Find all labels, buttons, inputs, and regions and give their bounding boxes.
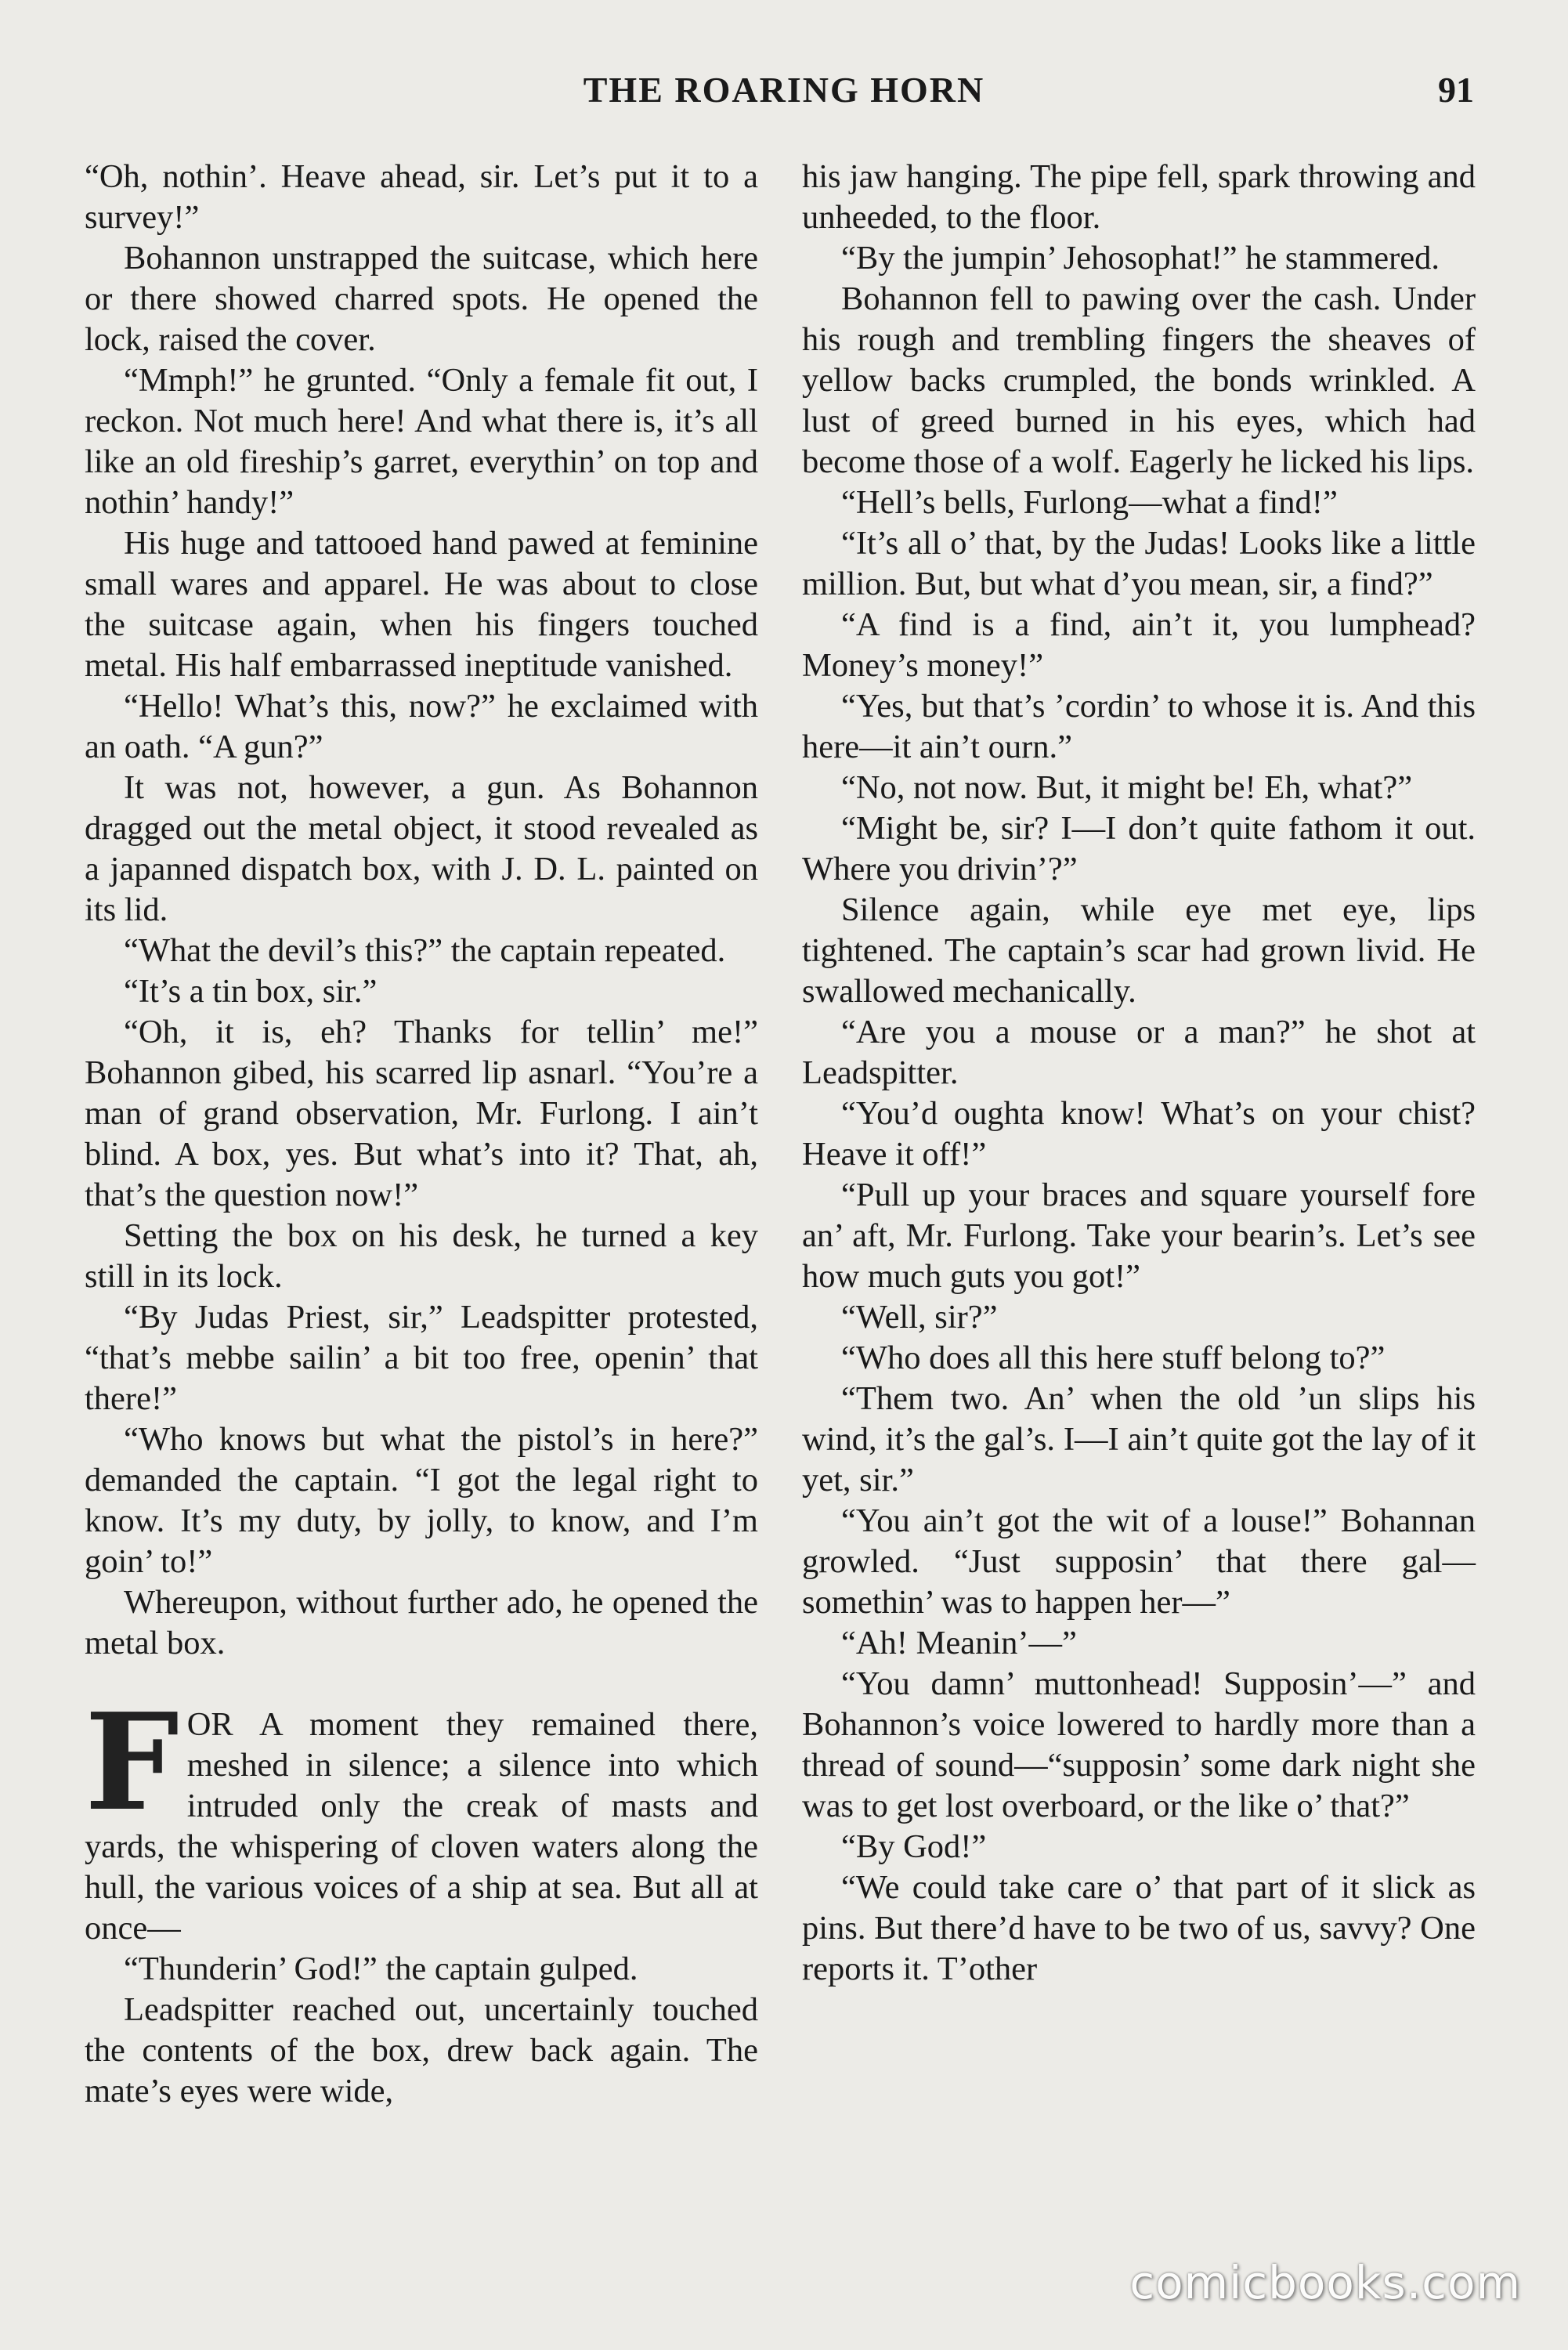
paragraph: “Thunderin’ God!” the captain gulped. xyxy=(124,1950,638,1987)
paragraph: “Pull up your braces and square yourself fore an’ aft, Mr. Furlong. Take your bearin’s. Let’s see how much guts you got!” xyxy=(802,1177,1476,1295)
paragraph: “Yes, but that’s ’cordin’ to whose it is. And this here—it ain’t ourn.” xyxy=(802,688,1476,765)
section-break xyxy=(85,1664,758,1705)
paragraph: “No, not now. But, it might be! Eh, what?” xyxy=(841,769,1413,806)
paragraph: “Might be, sir? I—I don’t quite fathom it out. Where you drivin’?” xyxy=(802,810,1476,888)
left-column xyxy=(85,157,758,2112)
paragraph: “Who does all this here stuff belong to?” xyxy=(841,1340,1386,1376)
paragraph: “You ain’t got the wit of a louse!” Bohannan growled. “Just supposin’ that there gal—somethin’ was to happen her—” xyxy=(802,1502,1476,1621)
paragraph: “Ah! Meanin’—” xyxy=(841,1625,1077,1661)
paragraph: “Hello! What’s this, now?” he exclaimed with an oath. “A gun?” xyxy=(85,688,758,765)
paragraph: “It’s a tin box, sir.” xyxy=(124,973,378,1010)
page-header xyxy=(0,69,1568,116)
paragraph: “You damn’ muttonhead! Supposin’—” and Bohannon’s voice lowered to hardly more than a thread of sound—“supposin’ some dark night she was to get lost overboard, or the like o’ that?” xyxy=(802,1665,1476,1824)
paragraph: Bohannon fell to pawing over the cash. Under his rough and trembling fingers the sheaves of yellow backs crumpled, the bonds wrinkled. A lust of greed burned in his eyes, which had become those of a wolf. Eagerly he licked his lips. xyxy=(802,280,1476,480)
page-number: 91 xyxy=(1438,70,1474,110)
paragraph: “It’s all o’ that, by the Judas! Looks like a little million. But, but what d’you mean, sir, a find?” xyxy=(802,525,1476,602)
paragraph: “We could take care o’ that part of it slick as pins. But there’d have to be two of us, savvy? One reports it. T’other xyxy=(802,1869,1476,1987)
right-column xyxy=(802,157,1476,1990)
paragraph: “By God!” xyxy=(841,1828,987,1865)
paragraph: Leadspitter reached out, uncertainly touched the contents of the box, drew back again. The mate’s eyes were wide, xyxy=(85,1991,758,2110)
paragraph: “A find is a find, ain’t it, you lumphead? Money’s money!” xyxy=(802,606,1476,684)
paragraph: Bohannon unstrapped the suitcase, which here or there showed charred spots. He opened the lock, raised the cover. xyxy=(85,240,758,358)
paragraph: “Them two. An’ when the old ’un slips his wind, it’s the gal’s. I—I ain’t quite got the lay of it yet, sir.” xyxy=(802,1380,1476,1499)
paragraph: “Hell’s bells, Furlong—what a find!” xyxy=(841,484,1338,521)
paragraph: his jaw hanging. The pipe fell, spark throwing and unheeded, to the floor. xyxy=(802,158,1476,236)
paragraph: “You’d oughta know! What’s on your chist? Heave it off!” xyxy=(802,1095,1476,1173)
site-watermark: comicbooks.com xyxy=(1129,2256,1521,2309)
paragraph: “Are you a mouse or a man?” he shot at Leadspitter. xyxy=(802,1014,1476,1091)
paragraph: “Who knows but what the pistol’s in here?” demanded the captain. “I got the legal right to know. It’s my duty, by jolly, to know, and I’m goin’ to!” xyxy=(85,1421,758,1580)
paragraph: “By Judas Priest, sir,” Leadspitter protested, “that’s mebbe sailin’ a bit too free, openin’ that there!” xyxy=(85,1299,758,1417)
paragraph: “What the devil’s this?” the captain repeated. xyxy=(124,932,726,969)
paragraph: Silence again, while eye met eye, lips tightened. The captain’s scar had grown livid. He swallowed mechanically. xyxy=(802,891,1476,1010)
dropcap-paragraph-text: OR A moment they remained there, meshed in silence; a silence into which intruded only the creak of masts and yards, the whispering of cloven waters along the hull, the various voices of a ship at sea. But all at once— xyxy=(85,1706,758,1947)
paragraph: It was not, however, a gun. As Bohannon dragged out the metal object, it stood revealed as a japanned dispatch box, with J. D. L. painted on its lid. xyxy=(85,769,758,928)
paragraph: “Oh, nothin’. Heave ahead, sir. Let’s put it to a survey!” xyxy=(85,158,758,236)
paragraph: “Mmph!” he grunted. “Only a female fit out, I reckon. Not much here! And what there is, it’s all like an old fireship’s garret, everythin’ on top and nothin’ handy!” xyxy=(85,362,758,521)
paragraph: “By the jumpin’ Jehosophat!” he stammered. xyxy=(841,240,1440,277)
dropcap-paragraph xyxy=(85,1684,758,1949)
paragraph: “Well, sir?” xyxy=(841,1299,998,1336)
paragraph: His huge and tattooed hand pawed at feminine small wares and apparel. He was about to close the suitcase again, when his fingers touched metal. His half embarrassed ineptitude vanished. xyxy=(85,525,758,684)
paragraph: “Oh, it is, eh? Thanks for tellin’ me!” Bohannon gibed, his scarred lip asnarl. “You’re a man of grand observation, Mr. Furlong. I ain’t blind. A box, yes. But what’s into it? That, ah, that’s the question now!” xyxy=(85,1014,758,1213)
running-title: THE ROARING HORN xyxy=(583,70,985,110)
paragraph: Whereupon, without further ado, he opened the metal box. xyxy=(85,1584,758,1661)
paragraph: Setting the box on his desk, he turned a key still in its lock. xyxy=(85,1217,758,1295)
drop-cap: F xyxy=(85,1684,179,1841)
